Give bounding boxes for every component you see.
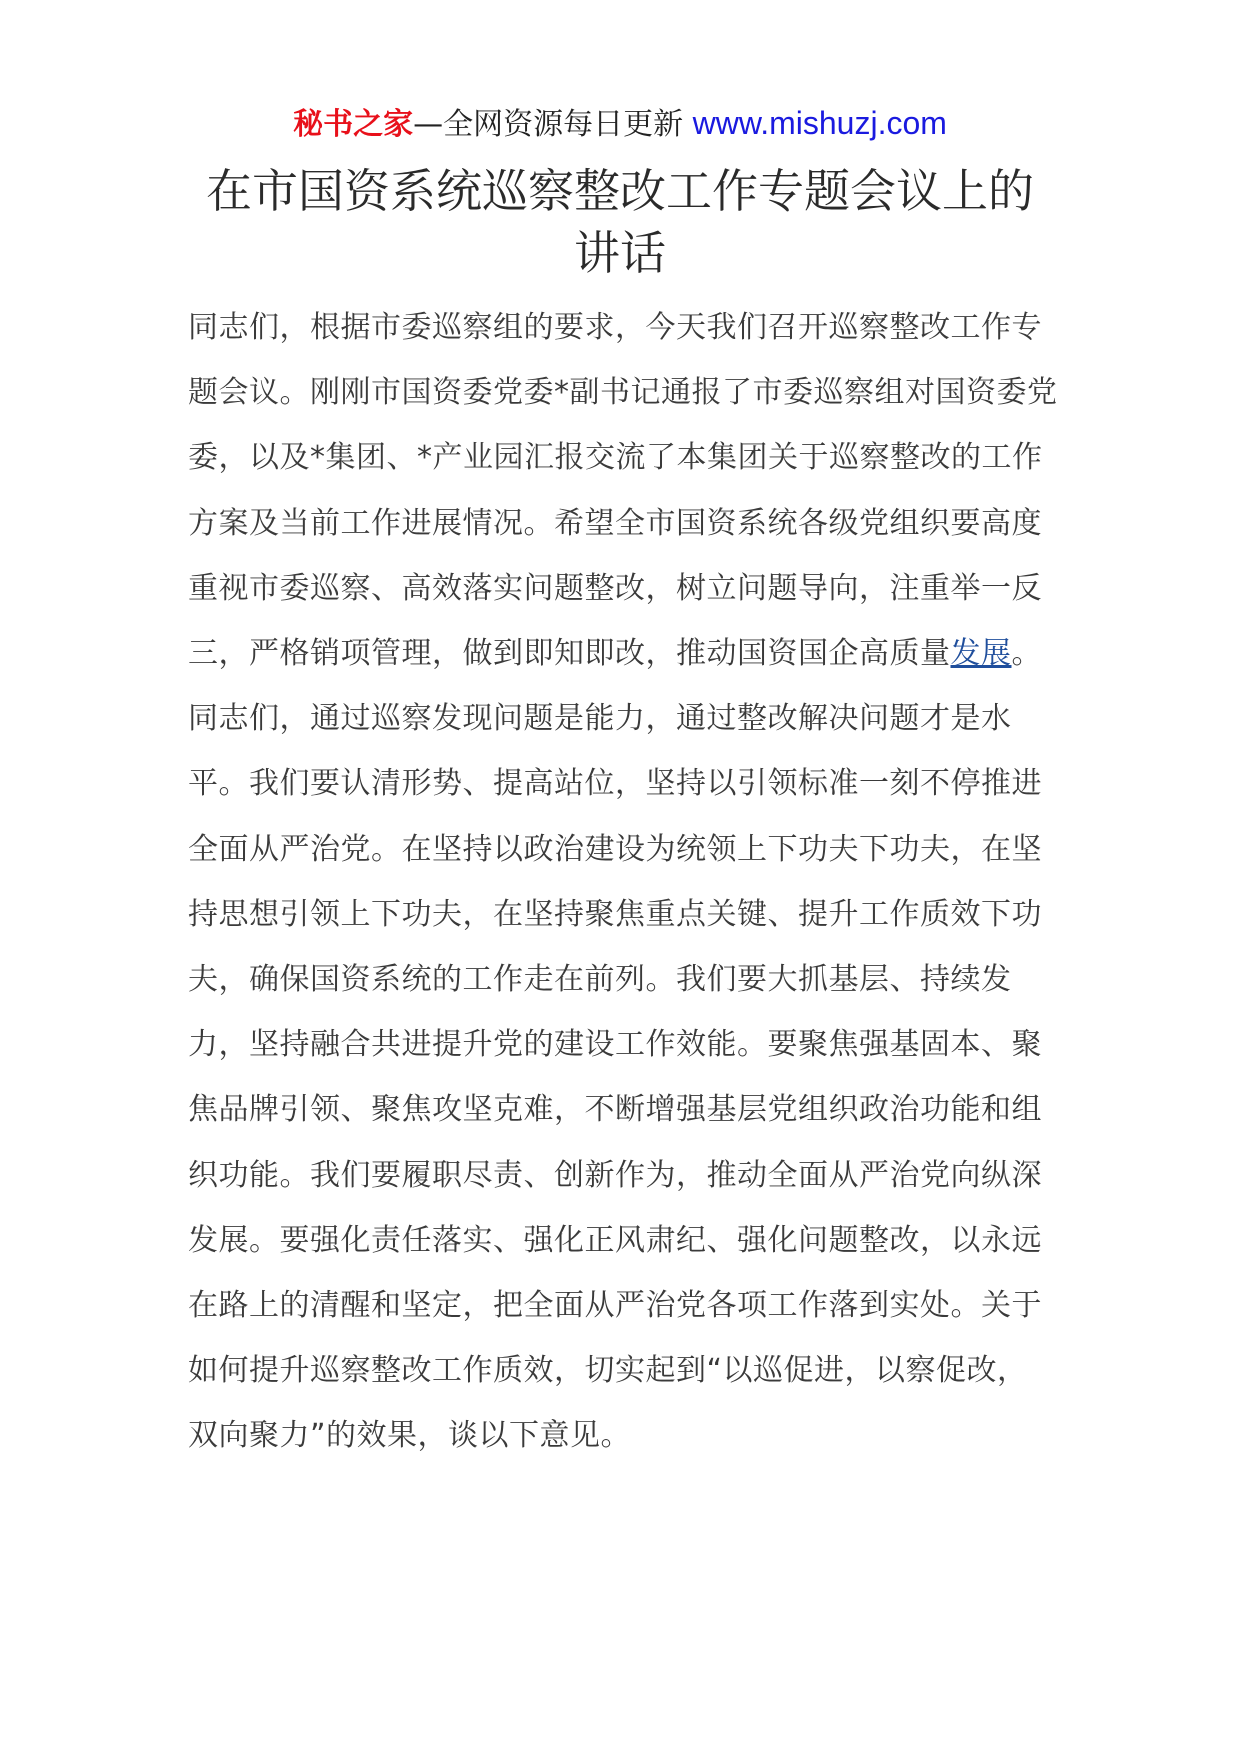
body-text-part2: 。同志们，通过巡察发现问题是能力，通过整改解决问题才是水平。我们要认清形势、提高站位，坚持以引领标准一刻不停推进全面从严治党。在坚持以政治建设为统领上下功夫下功夫，在坚持思想引领上下功夫，在坚持聚焦重点关键、提升工作质效下功夫，确保国资系统的工作走在前列。我们要大抓基层、持续发力，坚持融合共进提升党的建设工作效能。要聚焦强基固本、聚焦品牌引领、聚焦攻坚克难，不断增强基层党组织政治功能和组织功能。我们要履职尽责、创新作为，推动全面从严治党向纵深发展。要强化责任落实、强化正风肃纪、强化问题整改，以永远在路上的清醒和坚定，把全面从严治党各项工作落到实处。关于如何提升巡察整改工作质效，切实起到“以巡促进，以察促改，双向聚力”的效果，谈以下意见。 (188, 636, 1042, 1454)
site-header (0, 100, 1240, 148)
document-title: 在市国资系统巡察整改工作专题会议上的讲话 (206, 164, 1034, 280)
brand-name: 秘书之家 (293, 107, 414, 142)
body-text-part1: 同志们，根据市委巡察组的要求，今天我们召开巡察整改工作专题会议。刚刚市国资委党委*副书记通报了市委巡察组对国资委党委，以及*集团、*产业园汇报交流了本集团关于巡察整改的工作方案及当前工作进展情况。希望全市国资系统各级党组织要高度重视市委巡察、高效落实问题整改，树立问题导向，注重举一反三，严格销项管理，做到即知即改，推动国资国企高质量 (188, 310, 1058, 672)
inline-link-development[interactable]: 发展 (950, 636, 1012, 672)
header-tagline: —全网资源每日更新 (413, 107, 693, 142)
site-url-link[interactable]: www.mishuzj.com (692, 105, 947, 141)
document-body (188, 295, 1058, 1469)
